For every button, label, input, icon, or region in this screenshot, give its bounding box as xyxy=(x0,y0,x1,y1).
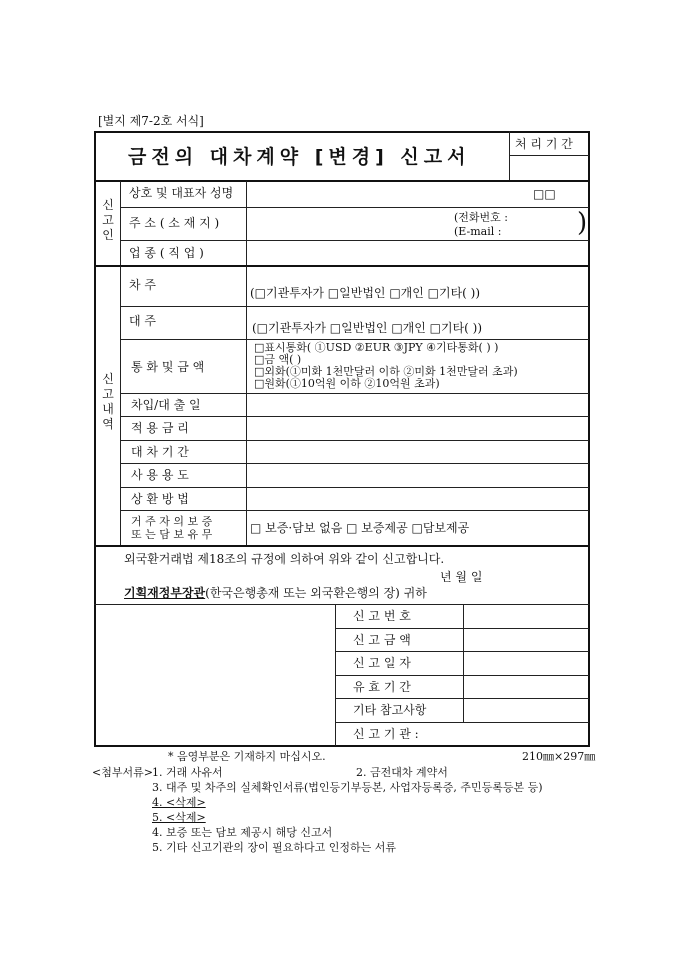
guarantee-options[interactable]: □ 보증·담보 없음 □ 보증제공 □담보제공 xyxy=(250,521,470,535)
business-type-label: 업 종 ( 직 업 ) xyxy=(129,246,204,260)
title-bottom-line xyxy=(94,180,590,182)
details-line-7 xyxy=(120,487,589,488)
processing-period-label: 처 리 기 간 xyxy=(515,137,573,151)
other-notes-label: 기타 참고사항 xyxy=(353,703,427,717)
reporter-left-col xyxy=(120,181,121,266)
details-left-col xyxy=(120,266,121,546)
form-id: [별지 제7-2호 서식] xyxy=(98,114,204,128)
currency-line-4[interactable]: □원화(①10억원 이하 ②10억원 초과) xyxy=(254,377,440,390)
company-name-value[interactable]: □□ xyxy=(533,187,556,201)
reporting-agency-label: 신 고 기 관 : xyxy=(353,727,419,741)
currency-label: 통 화 및 금 액 xyxy=(131,360,205,374)
processing-divider xyxy=(509,131,510,181)
email-field[interactable]: (E-mail : xyxy=(454,225,502,238)
office-line-1 xyxy=(335,628,589,629)
lender-options[interactable]: (□기관투자가 □일반법인 □개인 □기타( )) xyxy=(252,321,483,335)
reporter-row-line-1 xyxy=(120,207,589,208)
processing-divider-h xyxy=(509,155,589,156)
declaration-text: 외국환거래법 제18조의 규정에 의하여 위와 같이 신고합니다. xyxy=(124,552,445,566)
office-mid-col xyxy=(463,604,464,722)
attachment-4: 4. 보증 또는 담보 제공시 해당 신고서 xyxy=(152,826,333,839)
details-section-label: 신고내역 xyxy=(102,372,114,431)
details-line-3 xyxy=(120,393,589,394)
frame-bottom xyxy=(94,745,590,747)
borrow-date-label: 차입/대 출 일 xyxy=(131,398,201,412)
reporter-bottom-line xyxy=(94,265,590,267)
declaration-date[interactable]: 년 월 일 xyxy=(440,570,483,584)
address-label: 주 소 ( 소 재 지 ) xyxy=(129,216,220,230)
guarantee-label-2: 또 는 담 보 유 무 xyxy=(131,528,213,541)
paper-size: 210㎜×297㎜ xyxy=(522,750,596,763)
loan-period-label: 대 차 기 간 xyxy=(131,445,189,459)
currency-line-3[interactable]: □외화(①미화 1천만달러 이하 ②미화 1천만달러 초과) xyxy=(254,365,518,378)
frame-right xyxy=(588,131,590,747)
attachments-label: <첨부서류> xyxy=(92,766,153,779)
company-name-label: 상호 및 대표자 성명 xyxy=(129,186,234,200)
frame-left xyxy=(94,131,96,747)
attachment-1: 1. 거래 사유서 xyxy=(152,766,223,779)
office-line-4 xyxy=(335,698,589,699)
lender-label: 대 주 xyxy=(129,314,156,328)
office-line-5 xyxy=(335,722,589,723)
valid-period-label: 유 효 기 간 xyxy=(353,680,411,694)
details-line-4 xyxy=(120,416,589,417)
creditor-label: 차 주 xyxy=(129,278,156,292)
details-line-8 xyxy=(120,510,589,511)
details-bottom-line xyxy=(94,545,590,547)
phone-field[interactable]: (전화번호 : xyxy=(454,211,508,224)
report-number-label: 신 고 번 호 xyxy=(353,609,411,623)
addressee-rest: (한국은행총재 또는 외국환은행의 장) 귀하 xyxy=(205,586,427,600)
report-date-label: 신 고 일 자 xyxy=(353,656,411,670)
details-label-col xyxy=(246,266,247,546)
office-line-3 xyxy=(335,675,589,676)
reporter-label-col xyxy=(246,181,247,266)
form-title: 금전의 대차계약 [변경] 신고서 xyxy=(128,146,471,168)
report-amount-label: 신 고 금 액 xyxy=(353,633,411,647)
office-line-2 xyxy=(335,651,589,652)
reporter-section-label: 신고인 xyxy=(102,198,114,242)
details-line-5 xyxy=(120,440,589,441)
creditor-options[interactable]: (□기관투자가 □일반법인 □개인 □기타( )) xyxy=(250,286,481,300)
details-line-6 xyxy=(120,463,589,464)
currency-line-2[interactable]: □금 액( ) xyxy=(254,353,302,366)
reporter-row-line-2 xyxy=(120,240,589,241)
repayment-label: 상 환 방 법 xyxy=(131,492,189,506)
interest-rate-label: 적 용 금 리 xyxy=(131,421,189,435)
currency-line-1[interactable]: □표시통화( ①USD ②EUR ③JPY ④기타통화( ) ) xyxy=(254,341,499,354)
frame-top xyxy=(94,131,590,133)
usage-label: 사 용 용 도 xyxy=(131,468,189,482)
attachment-5: 5. 기타 신고기관의 장이 필요하다고 인정하는 서류 xyxy=(152,841,396,854)
attachment-2: 2. 금전대차 계약서 xyxy=(356,766,448,779)
attachment-4-deleted: 4. <삭제> xyxy=(152,796,206,809)
declaration-bottom-line xyxy=(94,604,590,605)
addressee-main: 기획재정부장관 xyxy=(124,586,206,600)
attachment-3: 3. 대주 및 차주의 실체확인서류(법인등기부등본, 사업자등록증, 주민등록등본 등) xyxy=(152,781,543,794)
guarantee-label-1: 거 주 자 의 보 증 xyxy=(131,515,213,528)
details-line-2 xyxy=(120,339,589,340)
addressee xyxy=(124,587,427,599)
shaded-note: * 음영부분은 기재하지 마십시오. xyxy=(168,750,326,763)
attachment-5-deleted: 5. <삭제> xyxy=(152,811,206,824)
details-line-1 xyxy=(120,306,589,307)
address-bracket: ) xyxy=(577,208,588,238)
